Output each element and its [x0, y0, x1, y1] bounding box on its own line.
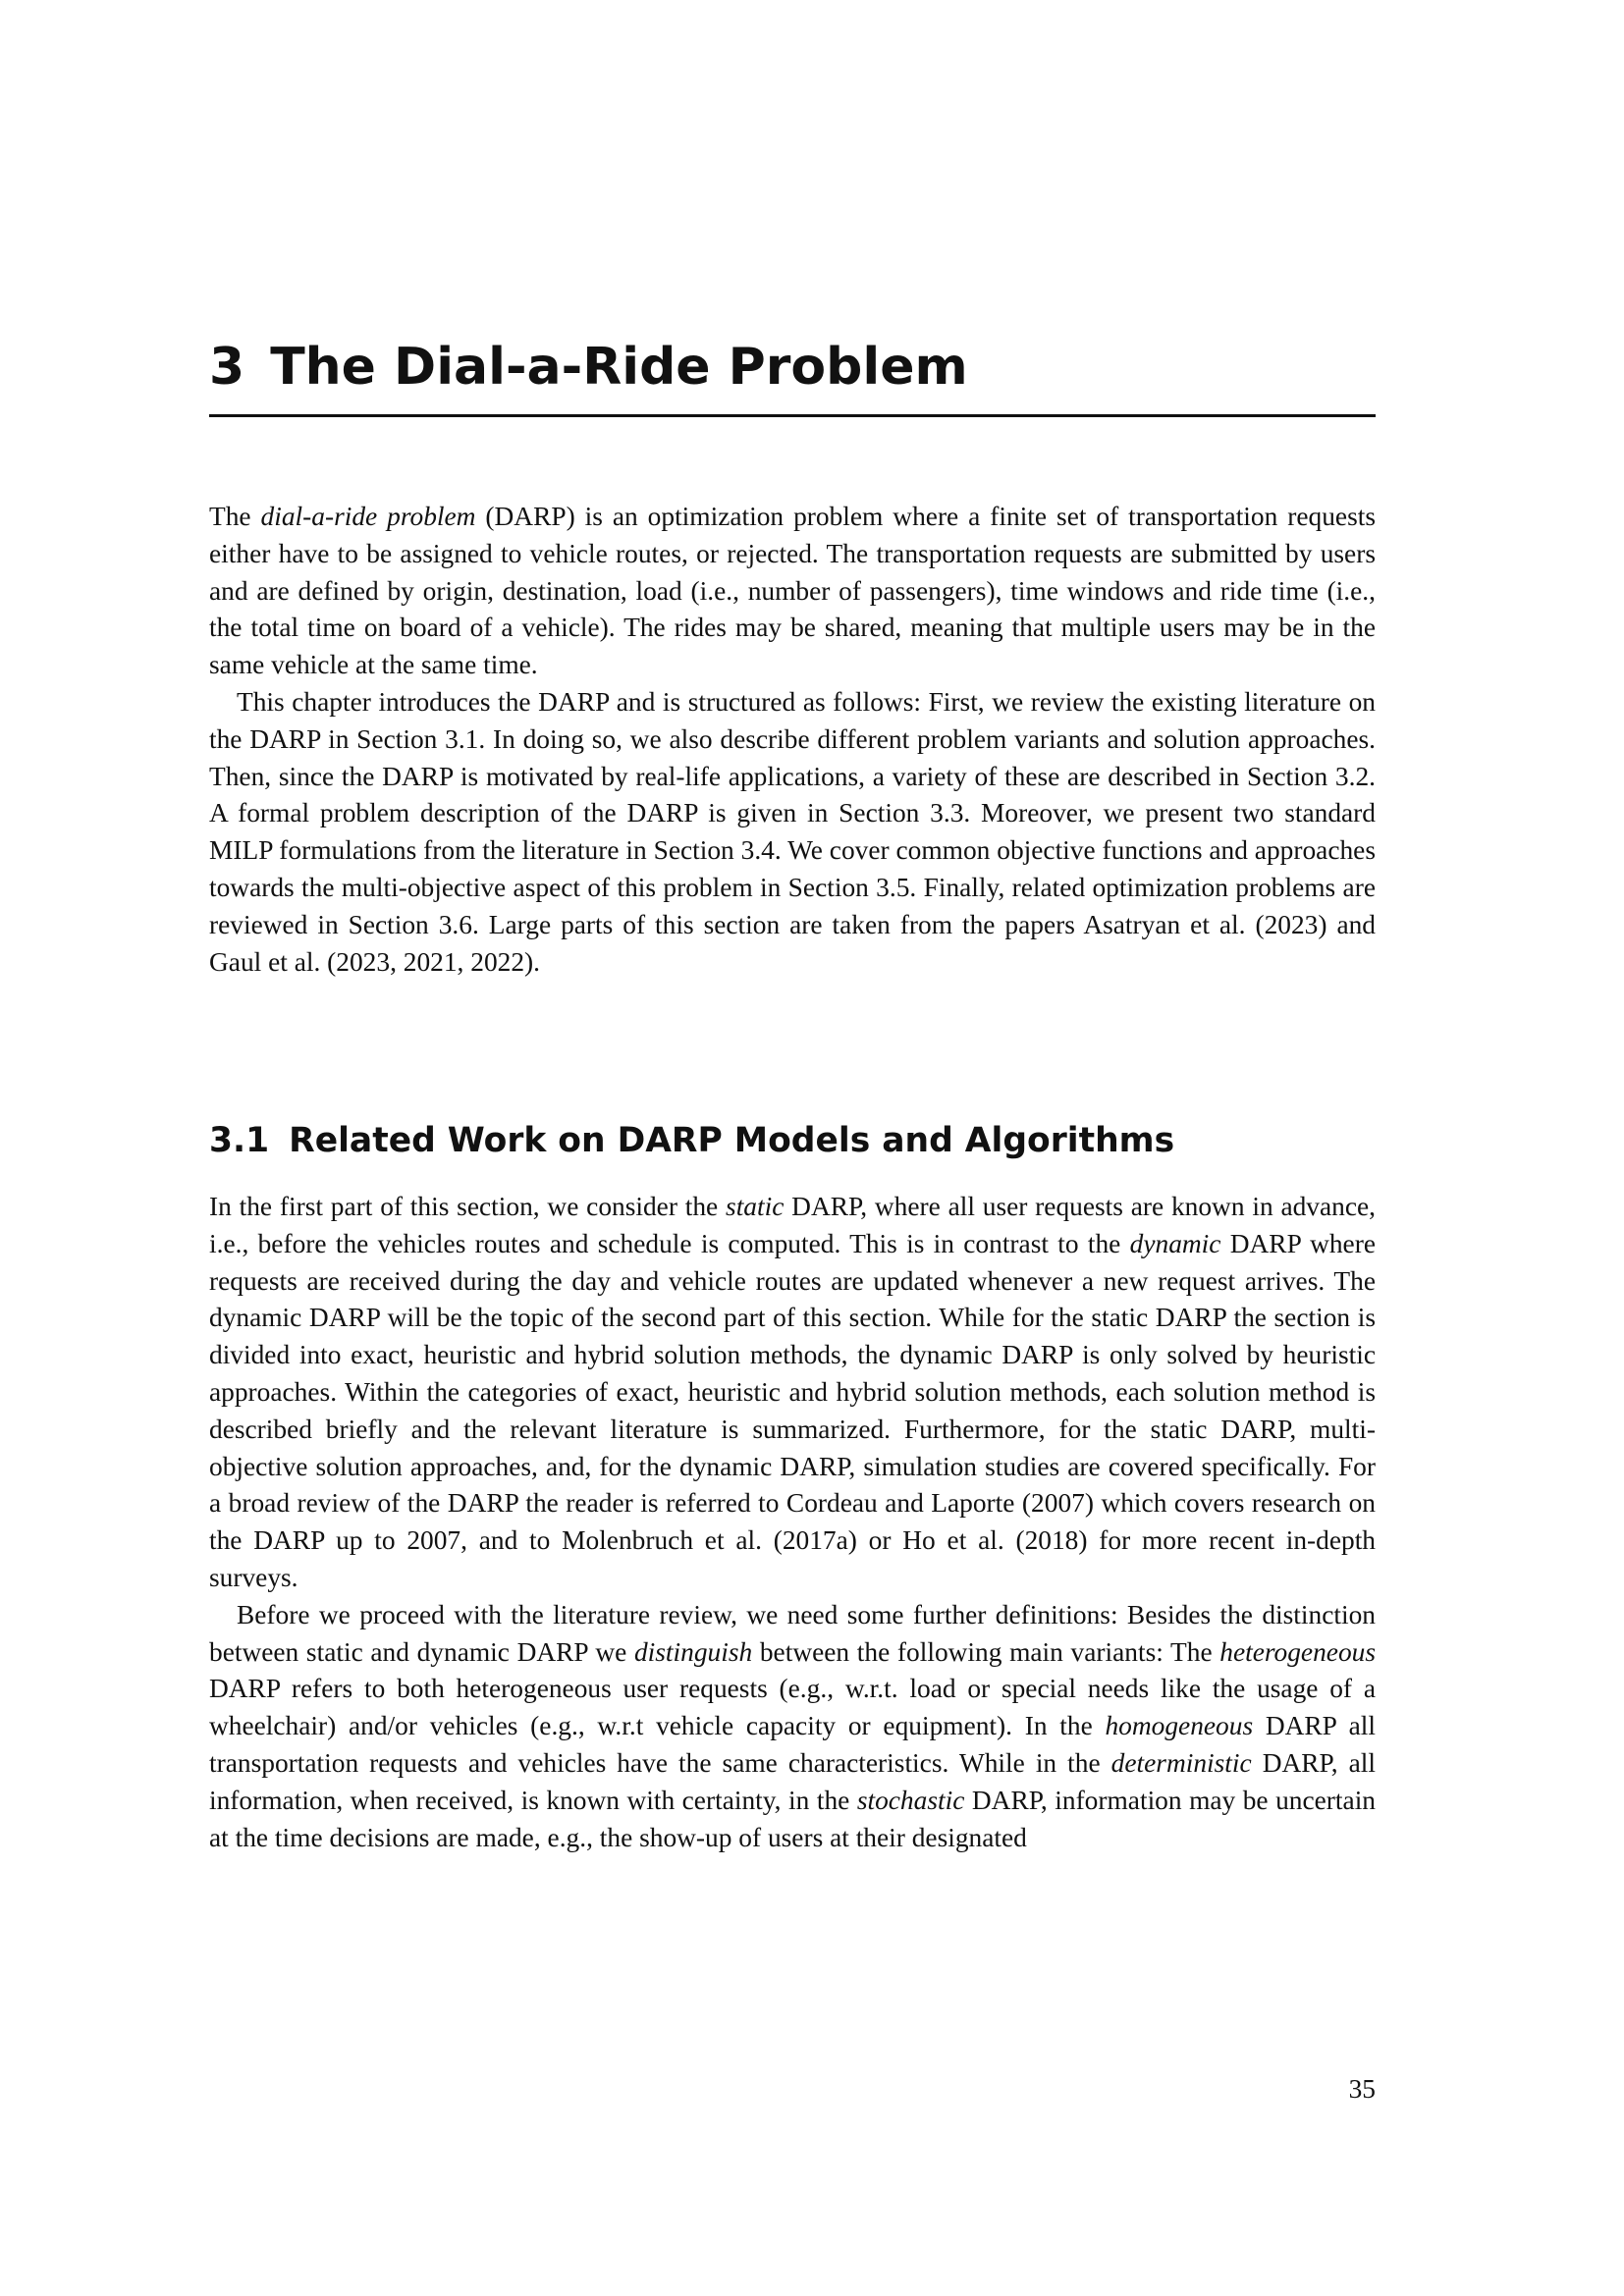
emphasis-term: deterministic [1110, 1747, 1252, 1778]
intro-paragraph-1: The dial-a-ride problem (DARP) is an optimization problem where a finite set of transportation requests either have to be assigned to vehicle routes, or rejected. The transportation requests are submitted by users and are defined by origin, destination, load (i.e., number of passengers), time windows and ride time (i.e., the total time on board of a vehicle). The rides may be shared, meaning that multiple users may be in the same vehicle at the same time. [209, 502, 1377, 680]
chapter-title: The Dial-a-Ride Problem [270, 338, 968, 397]
section-title: Related Work on DARP Models and Algorithms [289, 1121, 1175, 1160]
section-paragraph-1: In the first part of this section, we consider the static DARP, where all user requests are known in advance, i.e., before the vehicles routes and schedule is computed. This is in contrast to the dynamic DARP where requests are received during the day and vehicle routes are updated whenever a new request arrives. The dynamic DARP will be the topic of the second part of this section. While for the static DARP the section is divided into exact, heuristic and hybrid solution methods, the dynamic DARP is only solved by heuristic approaches. Within the categories of exact, heuristic and hybrid solution methods, each solution method is described briefly and the relevant literature is summarized. Furthermore, for the static DARP, multi-objective solution approaches, and, for the dynamic DARP, simulation studies are covered specifically. For a broad review of the DARP the reader is referred to Cordeau and Laporte (2007) which covers research on the DARP up to 2007, and to Molenbruch et al. (2017a) or Ho et al. (2018) for more recent in-depth surveys. [209, 1192, 1377, 1592]
emphasis-term: dynamic [1129, 1228, 1221, 1258]
section-heading [209, 1111, 1376, 1170]
chapter-number: 3 [209, 338, 245, 397]
document-page [209, 0, 1376, 2296]
section-paragraph-2: Before we proceed with the literature review, we need some further definitions: Besides the distinction between static and dynamic DARP we distinguish between the following main variants: The heterogeneous DARP refers to both heterogeneous user requests (e.g., w.r.t. load or special needs like the usage of a wheelchair) and/or vehicles (e.g., w.r.t vehicle capacity or equipment). In the homogeneous DARP all transportation requests and vehicles have the same characteristics. While in the deterministic DARP, all information, when received, is known with certainty, in the stochastic DARP, information may be uncertain at the time decisions are made, e.g., the show-up of users at their designated [209, 1599, 1377, 1852]
emphasis-term: static [726, 1192, 785, 1221]
chapter-heading [209, 320, 1376, 417]
emphasis-term: dial-a-ride problem [260, 502, 476, 531]
emphasis-term: homogeneous [1105, 1711, 1254, 1741]
page-number: 35 [1348, 2074, 1376, 2104]
chapter-intro [209, 499, 1376, 981]
intro-paragraph-2: This chapter introduces the DARP and is structured as follows: First, we review the existing literature on the DARP in Section 3.1. In doing so, we also describe different problem variants and solution approaches. Then, since the DARP is motivated by real-life applications, a variety of these are described in Section 3.2. A formal problem description of the DARP is given in Section 3.3. Moreover, we present two standard MILP formulations from the literature in Section 3.4. We cover common objective functions and approaches towards the multi-objective aspect of this problem in Section 3.5. Finally, related optimization problems are reviewed in Section 3.6. Large parts of this section are taken from the papers Asatryan et al. (2023) and Gaul et al. (2023, 2021, 2022). [209, 686, 1376, 977]
section-number: 3.1 [209, 1121, 270, 1160]
emphasis-term: stochastic [856, 1785, 965, 1815]
emphasis-term: distinguish [633, 1636, 753, 1667]
emphasis-term: heterogeneous [1219, 1636, 1376, 1667]
section-body [209, 1189, 1376, 1856]
